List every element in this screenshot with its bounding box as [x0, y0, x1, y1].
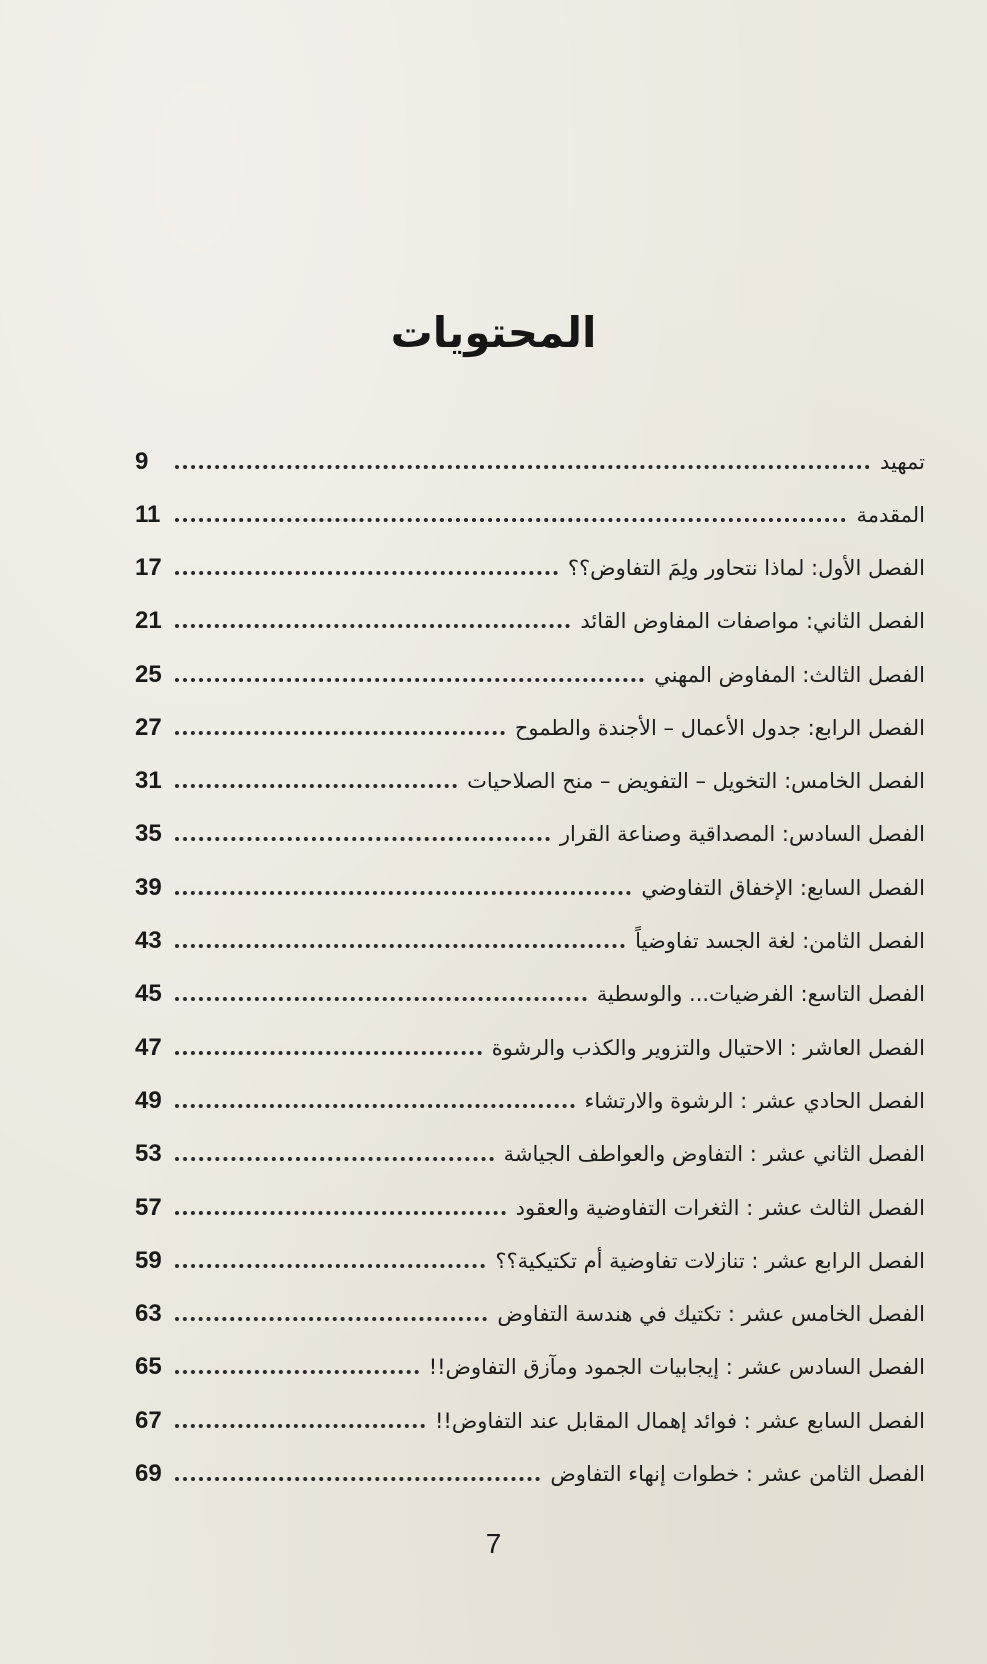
toc-entry-label: الفصل السابع عشر : فوائد إهمال المقابل عند التفاوض!! [435, 1408, 925, 1433]
toc-entry [135, 1287, 925, 1340]
toc-entry-page-number: 47 [135, 1033, 162, 1061]
toc-entry-page-number: 57 [135, 1193, 162, 1221]
toc-entry-page-number: 31 [135, 767, 162, 795]
dot-leader [175, 1264, 485, 1268]
dot-leader [175, 571, 558, 575]
dot-leader [175, 1424, 425, 1428]
dot-leader [175, 837, 550, 841]
toc-entry-page-number: 67 [135, 1406, 162, 1434]
toc-entry-label: الفصل الثالث عشر : الثغرات التفاوضية والعقود [515, 1195, 925, 1220]
toc-entry-page-number: 39 [135, 873, 162, 901]
toc-entry-label: الفصل العاشر : الاحتيال والتزوير والكذب والرشوة [491, 1035, 925, 1060]
dot-leader [175, 1157, 494, 1161]
toc-entry-label: الفصل الثالث: المفاوض المهني [654, 662, 925, 687]
dot-leader [175, 997, 587, 1001]
toc-entry [135, 701, 925, 754]
toc-entry [135, 808, 925, 861]
toc-entry [135, 914, 925, 967]
toc-entry [135, 1234, 925, 1287]
dot-leader [175, 1317, 487, 1321]
toc-entry [135, 1181, 925, 1234]
toc-entry [135, 1021, 925, 1074]
toc-entry-label: الفصل الرابع: جدول الأعمال – الأجندة والطموح [514, 715, 925, 740]
dot-leader [175, 624, 570, 628]
toc-entry-label: الفصل السادس: المصداقية وصناعة القرار [559, 822, 925, 847]
toc-entry-label: الفصل الثاني عشر : التفاوض والعواطف الجياشة [503, 1142, 925, 1167]
toc-entry-label: تمهيد [879, 450, 925, 474]
toc-entry [135, 1074, 925, 1127]
dot-leader [175, 784, 457, 788]
toc-entry-page-number: 11 [135, 500, 161, 528]
page-number-footer: 7 [485, 1528, 502, 1559]
toc-entry-page-number: 53 [135, 1140, 162, 1168]
page-title: المحتويات [390, 308, 597, 358]
toc-entry-label: الفصل السابع: الإخفاق التفاوضي [641, 875, 925, 900]
toc-entry [135, 488, 925, 541]
toc-entry [135, 1341, 925, 1394]
toc-entry-page-number: 49 [135, 1086, 162, 1114]
toc-entry [135, 595, 925, 648]
dot-leader [175, 1370, 419, 1374]
toc-entry-label: الفصل الأول: لماذا نتحاور ولِمَ التفاوض؟؟ [567, 555, 925, 580]
toc-entry-page-number: 65 [135, 1353, 162, 1381]
toc-entry-page-number: 9 [135, 448, 149, 475]
toc-entry [135, 1128, 925, 1181]
toc-entry-page-number: 59 [135, 1246, 162, 1274]
dot-leader [175, 1211, 506, 1215]
toc-entry [135, 861, 925, 914]
toc-entry [135, 968, 925, 1021]
toc-entry-page-number: 69 [135, 1459, 162, 1487]
dot-leader [175, 891, 631, 895]
toc-entry-page-number: 45 [135, 980, 162, 1008]
toc-entry [135, 648, 925, 701]
toc-entry [135, 754, 925, 807]
toc-entry [135, 1447, 925, 1500]
toc-entry-page-number: 27 [135, 713, 162, 741]
toc-entry [135, 1394, 925, 1447]
toc-entry-label: الفصل الخامس عشر : تكتيك في هندسة التفاوض [497, 1302, 925, 1327]
toc-entry-page-number: 63 [135, 1300, 162, 1328]
toc-entry-label: الفصل الحادي عشر : الرشوة والارتشاء [584, 1088, 925, 1113]
toc-entry-page-number: 17 [135, 553, 162, 581]
dot-leader [175, 944, 625, 948]
toc-entry [135, 541, 925, 594]
dot-leader [175, 1051, 482, 1055]
toc-entry-label: الفصل الثامن عشر : خطوات إنهاء التفاوض [550, 1461, 925, 1486]
dot-leader [175, 678, 644, 682]
table-of-contents [135, 436, 925, 1501]
dot-leader [175, 465, 870, 469]
toc-entry-label: الفصل التاسع: الفرضيات... والوسطية [596, 982, 925, 1007]
toc-entry-page-number: 43 [135, 927, 162, 955]
toc-entry [135, 436, 925, 488]
dot-leader [175, 1477, 540, 1481]
dot-leader [175, 1104, 575, 1108]
toc-entry-label: المقدمة [856, 502, 925, 527]
toc-entry-label: الفصل الخامس: التخويل – التفويض – منح الصلاحيات [467, 769, 925, 794]
dot-leader [175, 731, 505, 735]
toc-entry-page-number: 21 [135, 607, 162, 635]
toc-entry-label: الفصل السادس عشر : إيجابيات الجمود ومآزق التفاوض!! [428, 1355, 925, 1380]
toc-entry-page-number: 35 [135, 820, 162, 848]
toc-entry-label: الفصل الرابع عشر : تنازلات تفاوضية أم تكتيكية؟؟ [495, 1248, 925, 1273]
toc-entry-label: الفصل الثامن: لغة الجسد تفاوضياً [635, 929, 925, 954]
toc-entry-page-number: 25 [135, 660, 162, 688]
dot-leader [175, 518, 846, 522]
toc-entry-label: الفصل الثاني: مواصفات المفاوض القائد [580, 609, 925, 634]
